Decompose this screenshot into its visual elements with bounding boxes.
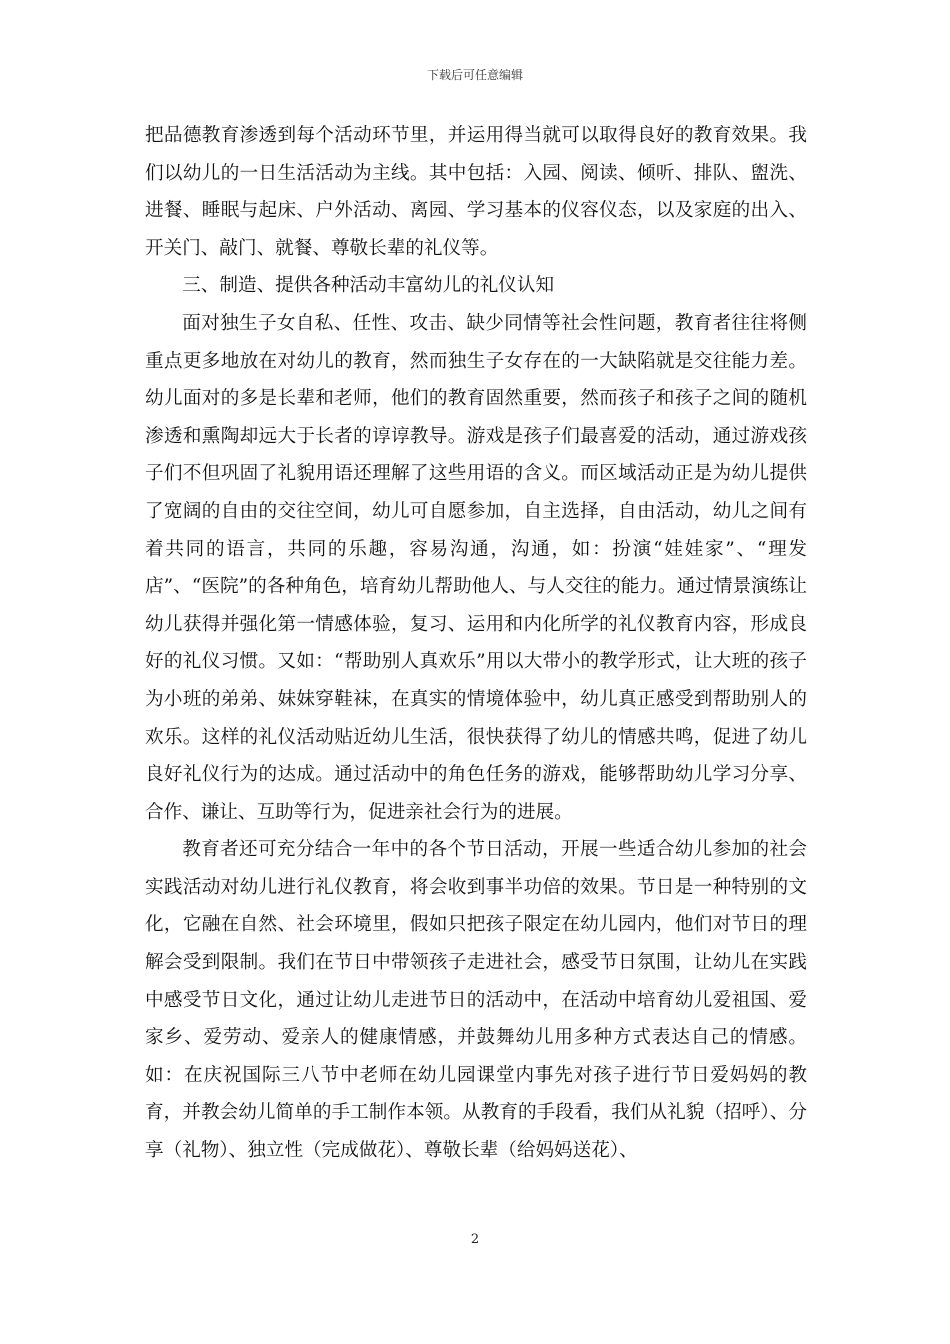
page-number: 2 xyxy=(470,1232,480,1247)
paragraph-activities: 面对独生子女自私、任性、攻击、缺少同情等社会性问题，教育者往往将侧重点更多地放在对幼儿的教育，然而独生子女存在的一大缺陷就是交往能力差。幼儿面对的多是长辈和老师，他们的教育固然重要，然而孩子和孩子之间的随机渗透和熏陶却远大于长者的谆谆教导。游戏是孩子们最喜爱的活动，通过游戏孩子们不但巩固了礼貌用语还理解了这些用语的含义。而区域活动正是为幼儿提供了宽阔的自由的交往空间，幼儿可自愿参加，自主选择，自由活动，幼儿之间有着共同的语言，共同的乐趣，容易沟通，沟通，如：扮演“娃娃家”、“理发店”、“医院”的各种角色，培育幼儿帮助他人、与人交往的能力。通过情景演练让幼儿获得并强化第一情感体验，复习、运用和内化所学的礼仪教育内容，形成良好的礼仪习惯。又如：“帮助别人真欢乐”用以大带小的教学形式，让大班的孩子为小班的弟弟、妹妹穿鞋袜，在真实的情境体验中，幼儿真正感受到帮助别人的欢乐。这样的礼仪活动贴近幼儿生活，很快获得了幼儿的情感共鸣，促进了幼儿良好礼仪行为的达成。通过活动中的角色任务的游戏，能够帮助幼儿学习分享、合作、谦让、互助等行为，促进亲社会行为的进展。 xyxy=(145,312,807,823)
section-heading: 三、制造、提供各种活动丰富幼儿的礼仪认知 xyxy=(182,275,555,297)
paragraph-continuation: 把品德教育渗透到每个活动环节里，并运用得当就可以取得良好的教育效果。我们以幼儿的一日生活活动为主线。其中包括：入园、阅读、倾听、排队、盥洗、进餐、睡眠与起床、户外活动、离园、学习基本的仪容仪态，以及家庭的出入、开关门、敲门、就餐、尊敬长辈的礼仪等。 xyxy=(145,125,807,259)
page-header: 下载后可任意编辑 xyxy=(426,68,523,82)
document-body xyxy=(145,117,807,1170)
paragraph-festivals: 教育者还可充分结合一年中的各个节日活动，开展一些适合幼儿参加的社会实践活动对幼儿进行礼仪教育，将会收到事半功倍的效果。节日是一种特别的文化，它融在自然、社会环境里，假如只把孩子限定在幼儿园内，他们对节日的理解会受到限制。我们在节日中带领孩子走进社会，感受节日氛围，让幼儿在实践中感受节日文化，通过让幼儿走进节日的活动中，在活动中培育幼儿爱祖国、爱家乡、爱劳动、爱亲人的健康情感，并鼓舞幼儿用多种方式表达自己的情感。如：在庆祝国际三八节中老师在幼儿园课堂内事先对孩子进行节日爱妈妈的教育，并教会幼儿简单的手工制作本领。从教育的手段看，我们从礼貌（招呼）、分享（礼物）、独立性（完成做花）、尊敬长辈（给妈妈送花）、 xyxy=(145,839,807,1162)
